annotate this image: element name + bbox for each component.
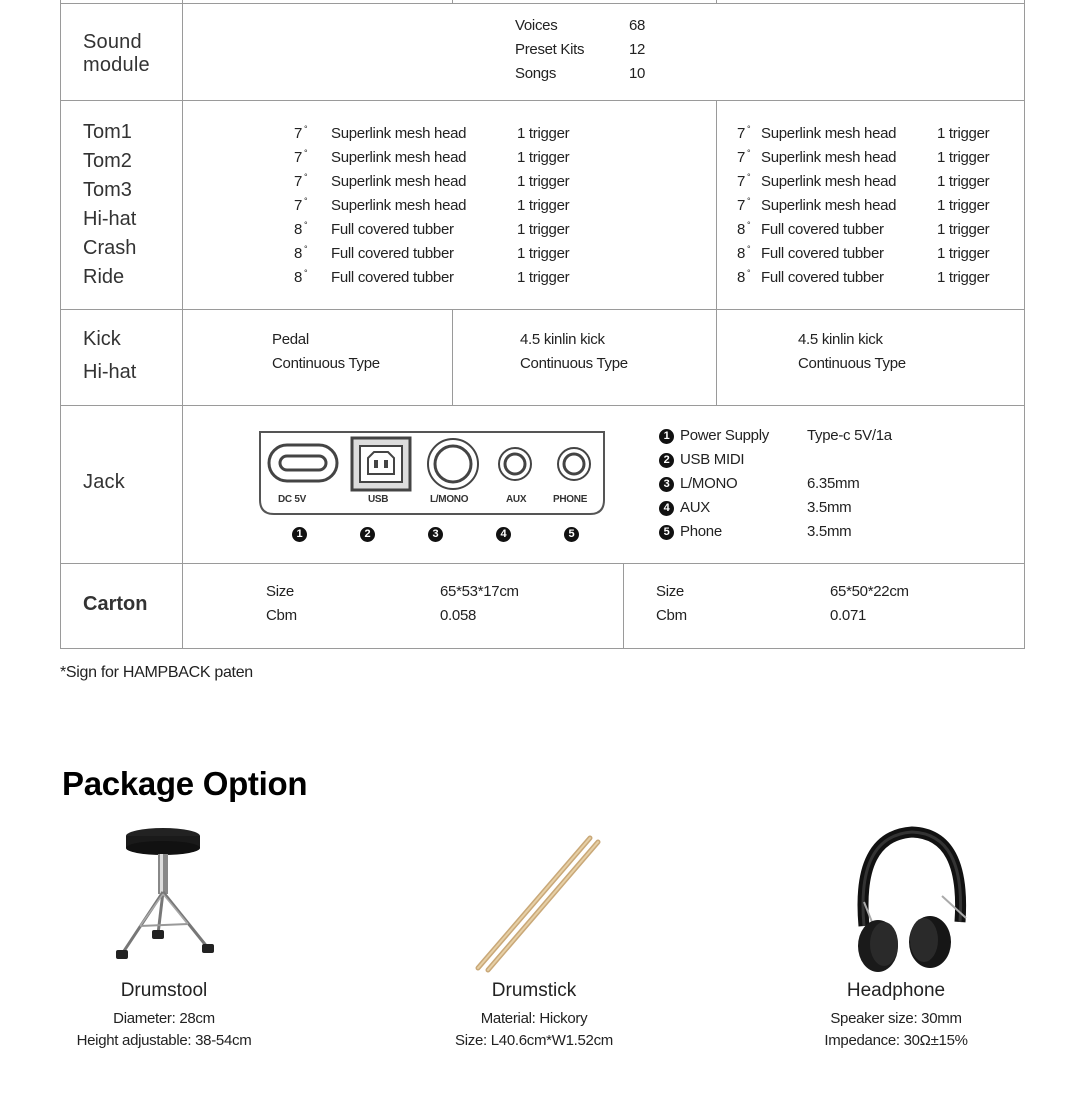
jack-name: Phone [680, 523, 722, 540]
jack-value: 6.35mm [807, 475, 860, 492]
jack-panel [258, 430, 606, 516]
pad-spec-row [737, 122, 1027, 146]
pad-spec-row [294, 194, 584, 218]
product-name-drumstick: Drumstick [491, 980, 577, 1001]
spec-row: Size 65*53*17cm [266, 583, 519, 600]
inch-mark: ° [747, 148, 751, 158]
pad-trigger: 1 trigger [937, 125, 990, 142]
usb-c-port-icon [269, 445, 337, 481]
hihat-value: Continuous Type [520, 355, 628, 372]
pad-trigger: 1 trigger [517, 173, 570, 190]
inch-mark: ° [304, 124, 308, 134]
inch-mark: ° [304, 172, 308, 182]
product-name-headphone: Headphone [846, 980, 946, 1001]
pad-type: Superlink mesh head [331, 149, 467, 166]
inch-mark: ° [747, 268, 751, 278]
pad-label: Crash [83, 237, 137, 259]
port-label: AUX [506, 494, 527, 505]
pad-size: 7 [294, 149, 303, 166]
pad-trigger: 1 trigger [517, 125, 570, 142]
spec-value: 68 [629, 17, 646, 34]
kick-col-1 [272, 328, 380, 376]
pad-trigger: 1 trigger [937, 245, 990, 262]
pad-trigger: 1 trigger [517, 269, 570, 286]
jack-name: USB MIDI [680, 451, 745, 468]
hihat-label: Hi-hat [83, 361, 137, 383]
pad-type: Full covered tubber [761, 269, 884, 286]
phone-jack-icon [558, 448, 590, 480]
pad-type: Full covered tubber [761, 221, 884, 238]
product-desc-drumstool: Diameter: 28cm Height adjustable: 38-54cm [76, 1010, 252, 1049]
kick-value: Pedal [272, 331, 309, 348]
pad-size: 8 [737, 245, 746, 262]
port-label: L/MONO [430, 494, 469, 505]
pad-trigger: 1 trigger [937, 149, 990, 166]
pad-spec-row [294, 242, 584, 266]
number-badge-icon: 3 [659, 477, 674, 492]
spec-row: Size 65*50*22cm [656, 583, 909, 600]
row-label-pads [83, 118, 136, 292]
carton-right [656, 580, 909, 628]
spec-key: Voices [515, 17, 558, 34]
pad-label: Tom1 [83, 121, 132, 143]
inch-mark: ° [304, 244, 308, 254]
inch-mark: ° [747, 172, 751, 182]
port-label: PHONE [553, 494, 588, 505]
port-number-4-icon: 4 [496, 526, 517, 544]
pad-spec-row [737, 242, 1027, 266]
number-badge-icon: 5 [659, 525, 674, 540]
jack-value: Type-c 5V/1a [807, 427, 892, 444]
pad-trigger: 1 trigger [937, 173, 990, 190]
pad-spec-row [737, 146, 1027, 170]
pad-size: 7 [737, 173, 746, 190]
pad-type: Full covered tubber [331, 245, 454, 262]
pad-spec-row [737, 194, 1027, 218]
product-desc-headphone: Speaker size: 30mm Impedance: 30Ω±15% [824, 1010, 968, 1049]
spec-value: 12 [629, 41, 646, 58]
jack-name: L/MONO [680, 475, 738, 492]
jack-spec-row [659, 472, 860, 496]
pad-type: Superlink mesh head [331, 173, 467, 190]
pad-type: Superlink mesh head [331, 197, 467, 214]
pad-label: Ride [83, 266, 125, 288]
lmono-jack-icon [428, 439, 478, 489]
number-badge-icon: 1 [659, 429, 674, 444]
pad-trigger: 1 trigger [517, 197, 570, 214]
pad-spec-row [737, 170, 1027, 194]
port-number-1-icon: 1 [292, 526, 313, 544]
inch-mark: ° [747, 196, 751, 206]
jack-value: 3.5mm [807, 499, 852, 516]
inch-mark: ° [304, 220, 308, 230]
port-label: DC 5V [278, 494, 306, 505]
spec-row: Cbm 0.071 [656, 607, 867, 624]
pad-type: Superlink mesh head [331, 125, 467, 142]
spec-row [515, 38, 646, 62]
spec-value: 10 [629, 65, 646, 82]
section-title: Package Option [62, 765, 308, 802]
usb-b-port-icon [352, 438, 410, 490]
pad-spec-row [294, 266, 584, 290]
spec-row [515, 14, 646, 38]
inch-mark: ° [747, 244, 751, 254]
kick-value: 4.5 kinlin kick [798, 331, 883, 348]
sound-module-values [515, 14, 646, 86]
number-badge-icon: 4 [659, 501, 674, 516]
row-label-sound-module: Sound module [83, 31, 150, 76]
pad-spec-row [737, 266, 1027, 290]
row-label-carton: Carton [83, 593, 148, 615]
pad-label: Tom3 [83, 179, 132, 201]
kick-label: Kick [83, 328, 121, 350]
pad-trigger: 1 trigger [517, 149, 570, 166]
inch-mark: ° [304, 196, 308, 206]
pad-trigger: 1 trigger [517, 221, 570, 238]
pad-trigger: 1 trigger [937, 197, 990, 214]
number-badge-icon: 2 [659, 453, 674, 468]
pad-size: 7 [737, 197, 746, 214]
row-label-jack: Jack [83, 471, 125, 493]
hihat-value: Continuous Type [798, 355, 906, 372]
pad-size: 8 [737, 221, 746, 238]
spec-key: Songs [515, 65, 557, 82]
pad-spec-row [294, 170, 584, 194]
aux-jack-icon [499, 448, 531, 480]
pad-type: Full covered tubber [331, 221, 454, 238]
spec-row [515, 62, 646, 86]
spec-key: Preset Kits [515, 41, 585, 58]
inch-mark: ° [747, 124, 751, 134]
pad-trigger: 1 trigger [937, 269, 990, 286]
inch-mark: ° [747, 220, 751, 230]
pads-right-column [737, 122, 1027, 290]
jack-name: AUX [680, 499, 710, 516]
hihat-value: Continuous Type [272, 355, 380, 372]
pad-size: 7 [294, 125, 303, 142]
footnote: *Sign for HAMPBACK paten [60, 664, 253, 681]
pad-size: 7 [737, 125, 746, 142]
pad-type: Full covered tubber [331, 269, 454, 286]
pad-type: Superlink mesh head [761, 197, 897, 214]
pad-trigger: 1 trigger [517, 245, 570, 262]
pad-type: Full covered tubber [761, 245, 884, 262]
pad-trigger: 1 trigger [937, 221, 990, 238]
pad-spec-row [294, 146, 584, 170]
pads-left-column [294, 122, 584, 290]
pad-size: 8 [294, 245, 303, 262]
pad-size: 8 [294, 269, 303, 286]
jack-spec-row [659, 496, 852, 520]
jack-spec-row [659, 520, 852, 544]
product-name-drumstool: Drumstool [120, 980, 208, 1001]
pad-size: 7 [737, 149, 746, 166]
jack-spec-row [659, 448, 769, 472]
spec-row: Cbm 0.058 [266, 607, 477, 624]
pad-size: 8 [737, 269, 746, 286]
pad-type: Superlink mesh head [761, 125, 897, 142]
port-label: USB [368, 494, 389, 505]
port-number-5-icon: 5 [564, 526, 585, 544]
product-desc-drumstick: Material: Hickory Size: L40.6cm*W1.52cm [455, 1010, 613, 1049]
drumstick-image [470, 830, 610, 975]
row-label-kick [83, 323, 136, 389]
kick-col-3 [798, 328, 906, 376]
pad-type: Superlink mesh head [761, 173, 897, 190]
port-number-3-icon: 3 [428, 526, 449, 544]
pad-size: 8 [294, 221, 303, 238]
jack-name: Power Supply [680, 427, 769, 444]
pad-label: Hi-hat [83, 208, 137, 230]
pad-size: 7 [294, 173, 303, 190]
jack-value: 3.5mm [807, 523, 852, 540]
inch-mark: ° [304, 148, 308, 158]
pad-type: Superlink mesh head [761, 149, 897, 166]
pad-spec-row [294, 218, 584, 242]
pad-spec-row [294, 122, 584, 146]
port-number-2-icon: 2 [360, 526, 381, 544]
pad-spec-row [737, 218, 1027, 242]
carton-left [266, 580, 519, 628]
drum-stool-image [100, 826, 230, 971]
kick-value: 4.5 kinlin kick [520, 331, 605, 348]
jack-spec-row [659, 424, 892, 448]
inch-mark: ° [304, 268, 308, 278]
pad-label: Tom2 [83, 150, 132, 172]
headphone-image [842, 826, 972, 974]
jack-specs-list [659, 424, 892, 544]
pad-size: 7 [294, 197, 303, 214]
kick-col-2 [520, 328, 628, 376]
